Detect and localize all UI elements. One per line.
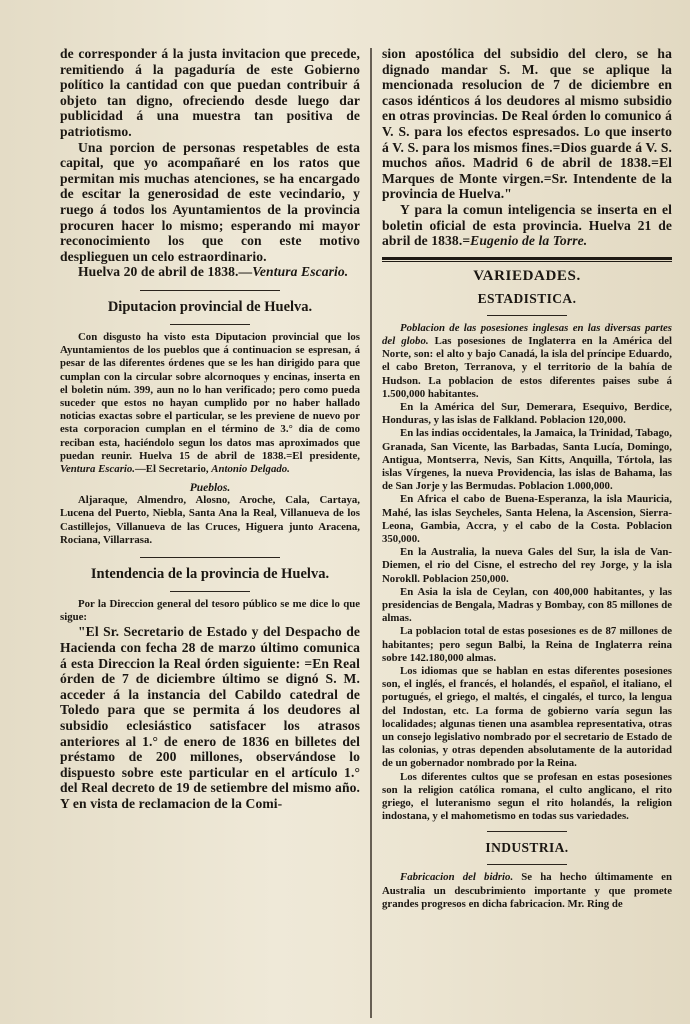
estadistica-africa: En Africa el cabo de Buena-Esperanza, la isla Mauricia, Mahé, las islas Seycheles, Santa Helena, la Ascension, Sierra-Leona, Gambia, Accra, y el cabo de la Costa. Poblacion 350,000. [382, 493, 672, 545]
estadistica-lead: Poblacion de las posesiones inglesas en las diversas partes del globo. [382, 321, 672, 347]
diputacion-text [60, 331, 360, 476]
section-title-industria: INDUSTRIA. [485, 840, 569, 856]
section-title-diputacion: Diputacion provincial de Huelva. [107, 298, 313, 315]
pueblos-list: Aljaraque, Almendro, Alosno, Aroche, Cala, Cartaya, Lucena del Puerto, Niebla, Santa Ana la Real, Villanueva de los Castillejos, Villanueva de las Cruces, Higuera junto Aracena, Rociana, Villarrasa. [60, 494, 360, 546]
industria-text [382, 871, 672, 911]
section-title-variedades: VARIEDADES. [473, 267, 581, 284]
industria-lead: Fabricacion del bidrio. [400, 871, 514, 884]
title-underline [170, 591, 250, 592]
paragraph-persons: Una porcion de personas respetables de esta capital, que yo acompañaré en los ratos que permitan mis muchas atenciones, se ha encargado de escitar la generosidad de este vecindario, y ruego á todos los Ayuntamientos de la provincia procuren hacer lo mismo; esperando mi mayor reconocimiento los que con este motivo desplieguen un celo estraordinario. [60, 139, 360, 264]
section-divider [140, 290, 280, 291]
signature-name: Eugenio de la Torre. [470, 233, 588, 249]
diputacion-secretary-label: —El Secretario, [135, 462, 209, 475]
diputacion-signer-secretary: Antonio Delgado. [211, 462, 290, 475]
paragraph-comision: sion apostólica del subsidio del clero, se ha dignado mandar S. M. que se aplique la mencionada resolucion de 7 de diciembre en casos idénticos á los deudores al mismo subsidio en otras provincias. De Real órden lo comunico á V. S. para los efectos espresados. Lo que inserto á V. S. para los mismos fines.=Dios guarde á V. S. muchos años. Madrid 6 de abril de 1838.=El Marques de Monte virgen.=Sr. Intendente de la provincia de Huelva." [382, 46, 672, 202]
section-divider [140, 557, 280, 558]
section-title-intendencia: Intendencia de la provincia de Huelva. [90, 565, 330, 582]
intendencia-intro: Por la Direccion general del tesoro público se me dice lo que sigue: [60, 597, 360, 624]
column-rule [370, 48, 372, 1018]
intendencia-order: "El Sr. Secretario de Estado y del Despacho de Hacienda con fecha 28 de marzo último comunica á esta Direccion la Real órden siguiente: =En Real órden de 7 de diciembre último se dignó S. M. acceder á la instancia del Cabildo catedral de Toledo para que se permita á los deudores al subsidio eclesiástico satisfacer los atrasos anteriores al 1.° de enero de 1836 en billetes del préstamo de 200 millones, observándose lo dispuesto sobre este particular en el artículo 1.° del Real decreto de 19 de setiembre del mismo año. Y en vista de reclamacion de la Comi- [60, 624, 360, 811]
industria-body: Se ha hecho últimamente en Australia un descubrimiento importante y que promete grandes progresos en dicha fabricacion. Mr. Ring de [382, 871, 672, 910]
paragraph-continuation: de corresponder á la justa invitacion que precede, remitiendo á la pagaduría de este Gobierno político la cantidad con que puedan contribuir á objeto tan digno, ofreciendo desde luego dar publicidad á una muestra tan positiva de patriotismo. [60, 46, 360, 139]
estadistica-asia: En Asia la isla de Ceylan, con 400,000 habitantes, y las presidencias de Bengala, Madras y Bombay, con 85 millones de almas. [382, 585, 672, 625]
left-column [60, 46, 360, 1021]
estadistica-norte [382, 322, 672, 401]
estadistica-indias: En las indias occidentales, la Jamaica, la Trinidad, Tabago, Granada, San Vicente, las Barbadas, Santa Lucía, Domingo, Antigua, Montserra, Nevis, San Kitts, Anquilla, Tórtola, las islas Vírgenes, la nueva Providencia, las islas de Bahama, las de San Jorje y las Bermudas. Poblacion 1.000,000. [382, 427, 672, 493]
diputacion-signer-president: Ventura Escario. [60, 462, 135, 475]
section-divider [487, 831, 567, 832]
date-text: Huelva 20 de abril de 1838.— [78, 264, 253, 280]
right-column [382, 46, 672, 1021]
estadistica-total: La poblacion total de estas posesiones es de 87 millones de habitantes; pero segun Balbi, la Reina de Inglaterra reina sobre 142.180,000 almas. [382, 625, 672, 664]
title-underline [487, 315, 567, 316]
signature-name: Ventura Escario. [252, 264, 349, 280]
inteligencia-text: Y para la comun inteligencia se inserta en el boletin oficial de esta provincia. Huelva 21 de abril de 1838.= [382, 201, 672, 249]
section-title-estadistica: ESTADISTICA. [477, 290, 577, 306]
pueblos-title: Pueblos. [189, 482, 231, 495]
paragraph-inteligencia [382, 202, 672, 249]
diputacion-body: Con disgusto ha visto esta Diputacion provincial que los Ayuntamientos de los pueblos que á continuacion se espresan, á pesar de las diferentes órdenes que se les han dirigido para que cumplan con la circular sobre alcornoques y encinas, inserta en el boletin núm. 399, aun no lo han verificado; pero como pueda suceder que estos no hayan cumplido por no haber hallado noticias exactas sobre el particular, se les previene de nuevo por esta corporacion cumplan en el término de 3.° dia de como reciban esta, haciéndolo segun los datos mas aproximados que puedan reunir. Huelva 15 de abril de 1838.=El presidente, [60, 330, 360, 462]
double-divider [382, 257, 672, 262]
title-underline [170, 324, 250, 325]
estadistica-sur: En la América del Sur, Demerara, Esequivo, Berdice, Honduras, y las islas de Falkland. Poblacion 120,000. [382, 400, 672, 427]
estadistica-norte-text: Las posesiones de Inglaterra en la América del Norte, son: el alto y bajo Canadá, la isla del príncipe Eduardo, el cabo Breton, Terranova, y el territorio de la bahía de Hudson. La poblacion de estos diferentes paises sube á 1.500,000 habitantes. [382, 334, 672, 400]
title-underline [487, 864, 567, 865]
estadistica-cultos: Los diferentes cultos que se profesan en estas posesiones son la religion católica romana, el culto anglicano, el rito griego, el luteranismo segun el rito holandés, la religion indostana, y el mahometismo en todas sus variedades. [382, 770, 672, 823]
signature-line [60, 264, 360, 280]
estadistica-australia: En la Australia, la nueva Gales del Sur, la isla de Van-Diemen, el rio del Cisne, el estrecho del rey Jorge, y la isla Norokll. Poblacion 250,000. [382, 546, 672, 585]
estadistica-idiomas: Los idiomas que se hablan en estas diferentes posesiones son, el inglés, el francés, el holandés, el español, el italiano, el portugués, el griego, el maltés, el cingalés, el turco, la lengua del Indostan, etc. La forma de gobierno varía segun las localidades; algunas tienen una asamblea representativa, otras un consejo legislativo nombrado por el secretario de Estado de las colonias, y otras dependen absolutamente de la autoridad de un gobernador nombrado por la Reina. [382, 665, 672, 770]
